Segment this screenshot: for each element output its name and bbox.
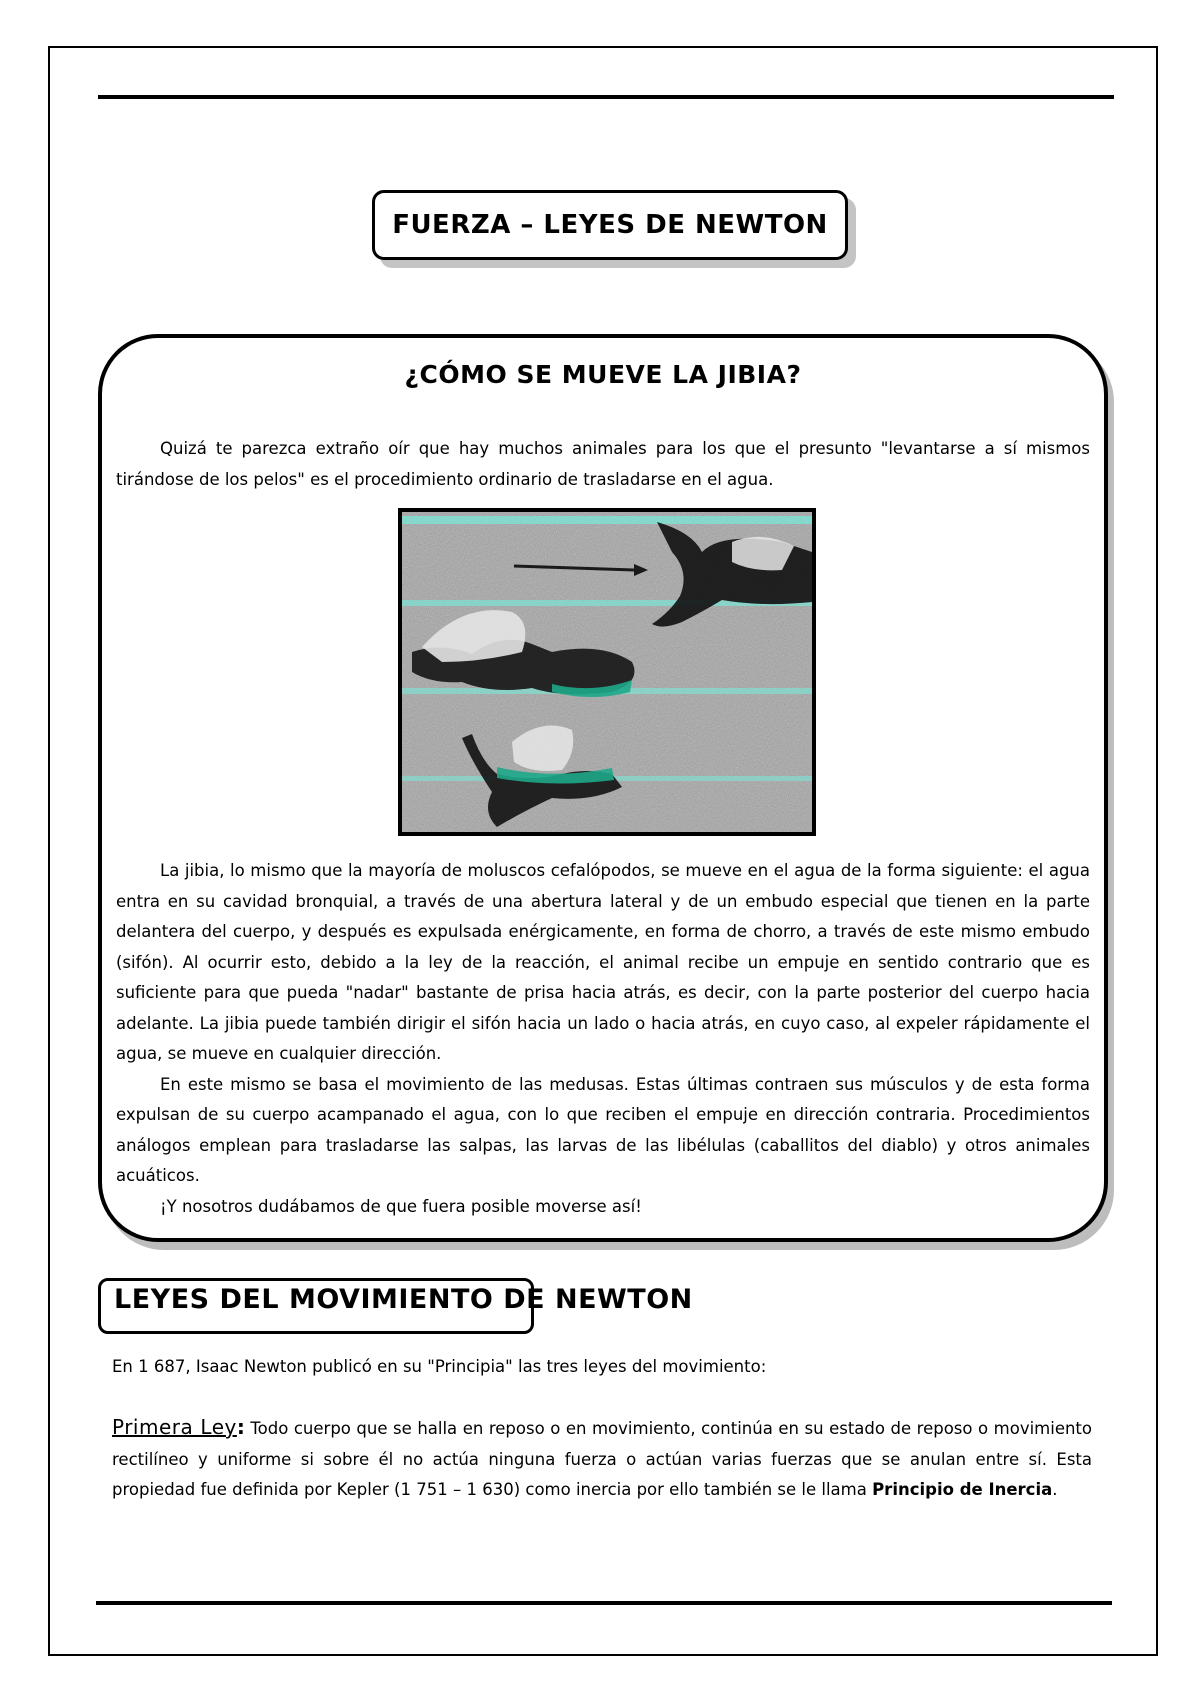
- bottom-rule: [96, 1601, 1112, 1605]
- top-rule: [98, 95, 1114, 99]
- first-law-title: Primera Ley: [112, 1415, 237, 1439]
- story-paragraph-4: ¡Y nosotros dudábamos de que fuera posible moverse así!: [160, 1196, 642, 1216]
- laws-intro: En 1 687, Isaac Newton publicó en su "Principia" las tres leyes del movimiento:: [112, 1357, 767, 1376]
- story-paragraph-2: La jibia, lo mismo que la mayoría de moluscos cefalópodos, se mueve en el agua de la forma siguiente: el agua entra en su cavidad bronquial, a través de una abertura lateral y de un embudo especial que tienen en la parte delantera del cuerpo, y después es expulsada enérgicamente, en forma de chorro, a través de este mismo embudo (sifón). Al ocurrir esto, debido a la ley de la reacción, el animal recibe un empuje en sentido contrario que es suficiente para que pueda "nadar" bastante de prisa hacia atrás, es decir, con la parte posterior del cuerpo hacia adelante. La jibia puede también dirigir el sifón hacia un lado o hacia atrás, en cuyo caso, al expeler rápidamente el agua, se mueve en cualquier dirección.: [116, 861, 1090, 1063]
- first-law-colon: :: [236, 1415, 245, 1439]
- first-law-text: Todo cuerpo que se halla en reposo o en movimiento, continúa en su estado de reposo o movimiento rectilíneo y uniforme si sobre él no actúa ninguna fuerza o actúan varias fuerzas que se anulan entre sí. Esta propiedad fue definida por Kepler (1 751 – 1 630) como inercia por ello también se le llama: [112, 1419, 1092, 1499]
- story-paragraph-3: En este mismo se basa el movimiento de las medusas. Estas últimas contraen sus músculos y de esta forma expulsan de su cuerpo acampanado el agua, con lo que reciben el empuje en dirección contraria. Procedimientos análogos emplean para trasladarse las salpas, las larvas de las libélulas (caballitos del diablo) y otros animales acuáticos.: [116, 1074, 1090, 1185]
- title-box: [372, 190, 848, 260]
- first-law-paragraph: [112, 1412, 1092, 1506]
- story-paragraph-1: Quizá te parezca extraño oír que hay muchos animales para los que el presunto "levantarse a sí mismos tirándose de los pelos" es el procedimiento ordinario de trasladarse en el agua.: [116, 439, 1090, 489]
- story-text-block: [116, 856, 1090, 1222]
- first-law-end: .: [1052, 1480, 1058, 1499]
- cuttlefish-illustration: [402, 512, 812, 832]
- first-law-principle: Principio de Inercia: [872, 1480, 1053, 1499]
- story-heading: ¿CÓMO SE MUEVE LA JIBIA?: [404, 360, 802, 389]
- cuttlefish-photo: [398, 508, 816, 836]
- laws-heading: LEYES DEL MOVIMIENTO DE NEWTON: [114, 1284, 693, 1315]
- story-box: [98, 334, 1108, 1242]
- page-title: FUERZA – LEYES DE NEWTON: [392, 210, 828, 240]
